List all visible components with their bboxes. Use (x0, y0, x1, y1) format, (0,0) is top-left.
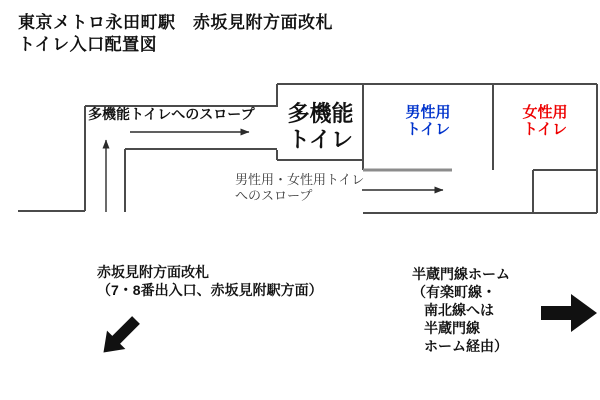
gate-southwest-arrow-icon (94, 311, 145, 362)
multi-slope-label: 多機能トイレへのスロープ (88, 106, 255, 122)
platform-line-2: （有楽町線・ (412, 284, 496, 300)
womens-room-line-1: 女性用 (522, 104, 568, 121)
title-line-1: 東京メトロ永田町駅 赤坂見附方面改札 (18, 13, 333, 32)
platform-line-3: 南北線へは (424, 302, 494, 318)
platform-line-1: 半蔵門線ホーム (412, 266, 510, 282)
multi-room-line-2: トイレ (288, 127, 353, 152)
platform-line-4: 半蔵門線 (424, 320, 480, 336)
mens-toilet-room-label (364, 104, 492, 138)
gate-line-2: （7・8番出入口、赤坂見附駅方面） (97, 282, 323, 298)
gate-line-1: 赤坂見附方面改札 (97, 264, 209, 280)
gate-direction-label (97, 263, 323, 299)
womens-room-line-2: トイレ (522, 121, 568, 138)
mw-slope-line-1: 男性用・女性用トイレ (235, 172, 365, 187)
title-line-2: トイレ入口配置図 (18, 35, 158, 54)
multi-room-line-1: 多機能 (287, 101, 354, 126)
mw-slope-line-2: へのスロープ (235, 188, 313, 203)
platform-east-arrow-icon (541, 294, 597, 332)
multi-function-toilet-room-label (278, 101, 363, 153)
platform-line-5: ホーム経由） (424, 338, 508, 354)
mens-womens-slope-label (235, 172, 364, 204)
platform-direction-label (412, 265, 510, 355)
mens-room-line-1: 男性用 (405, 104, 451, 121)
womens-toilet-room-label (494, 104, 596, 138)
mens-room-line-2: トイレ (405, 121, 451, 138)
